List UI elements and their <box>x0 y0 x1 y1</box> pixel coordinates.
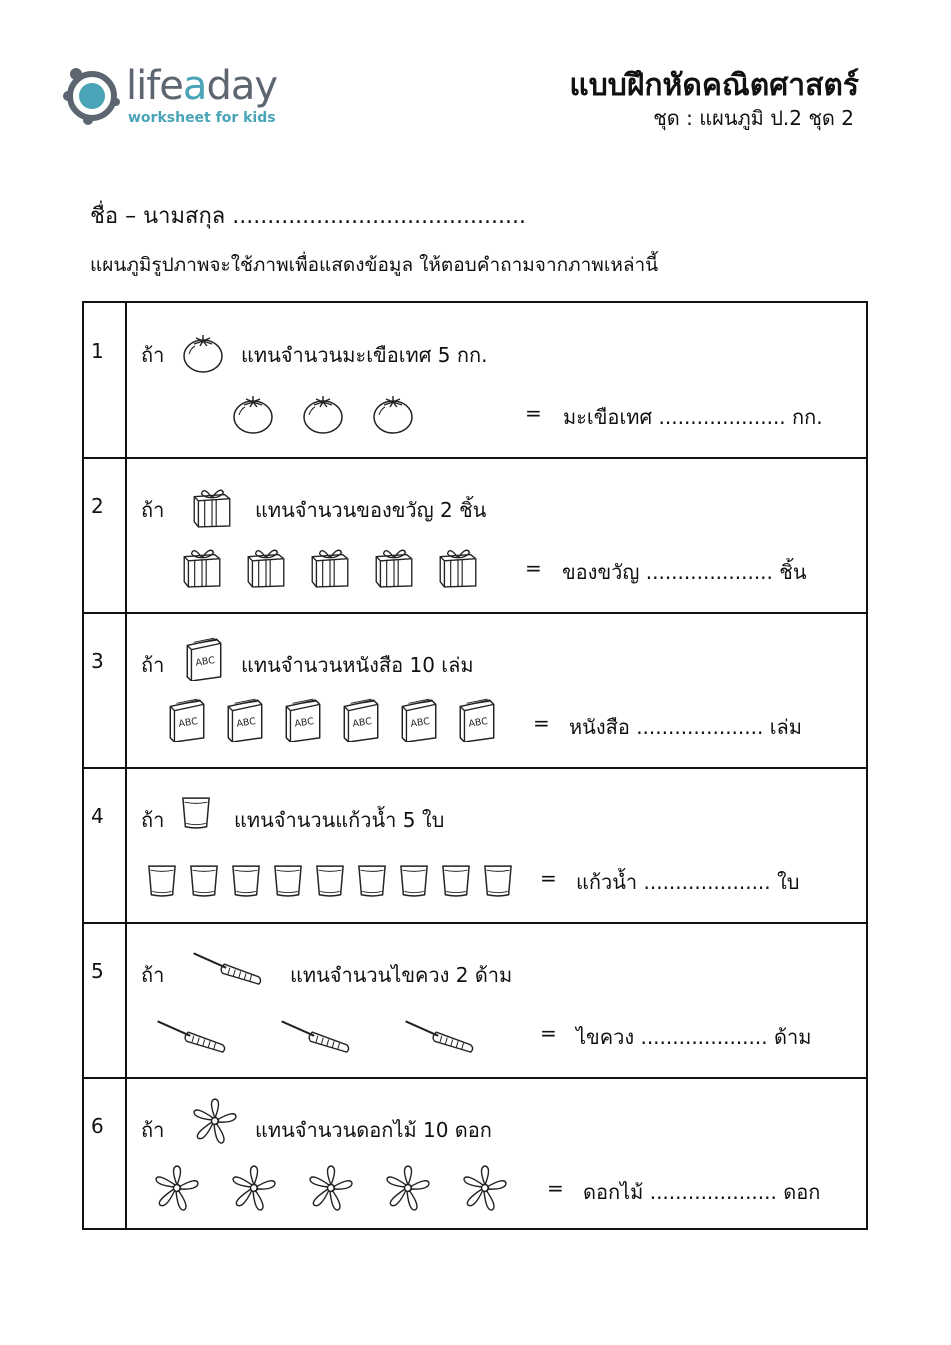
svg-text:ABC: ABC <box>235 716 257 730</box>
question-number: 1 <box>91 339 104 363</box>
student-name-line: ชื่อ – นามสกุล .......................................... <box>90 204 526 229</box>
row-divider <box>84 1077 866 1079</box>
answer-line: ของขวัญ .................... ชิ้น <box>562 560 807 584</box>
if-word: ถ้า <box>141 1118 165 1142</box>
tomato-icon <box>371 391 415 439</box>
if-word: ถ้า <box>141 343 165 367</box>
flower-icon <box>306 1163 356 1217</box>
glass-icon <box>228 862 264 902</box>
screwdriver-icon <box>154 1014 230 1058</box>
book-icon <box>396 696 442 746</box>
equals-sign: = <box>525 556 542 580</box>
instruction-text: แผนภูมิรูปภาพจะใช้ภาพเพื่อแสดงข้อมูล ให้ตอบคำถามจากภาพเหล่านี้ <box>90 254 659 276</box>
logo-mark-icon <box>58 62 122 126</box>
if-word: ถ้า <box>141 808 165 832</box>
book-icon <box>454 696 500 746</box>
logo-tagline: worksheet for kids <box>128 110 276 126</box>
key-description: แทนจำนวนแก้วน้ำ 5 ใบ <box>234 808 445 832</box>
key-description: แทนจำนวนไขควง 2 ด้าม <box>290 963 513 987</box>
glass-icon <box>178 794 214 834</box>
answer-line: หนังสือ .................... เล่ม <box>569 715 802 739</box>
book-icon <box>222 696 268 746</box>
worksheet-title: แบบฝึกหัดคณิตศาสตร์ <box>569 68 859 103</box>
book-icon <box>280 696 326 746</box>
row-divider <box>84 612 866 614</box>
equals-sign: = <box>525 401 542 425</box>
svg-text:ABC: ABC <box>409 716 431 730</box>
if-word: ถ้า <box>141 963 165 987</box>
flower-icon <box>190 1096 240 1150</box>
svg-text:ABC: ABC <box>293 716 315 730</box>
book-icon <box>164 696 210 746</box>
book-icon <box>338 696 384 746</box>
question-row <box>84 613 866 768</box>
logo-brand-text: lifeaday <box>126 63 278 109</box>
answer-line: แก้วน้ำ .................... ใบ <box>576 870 800 894</box>
tomato-icon <box>301 391 345 439</box>
svg-text:ABC: ABC <box>467 716 489 730</box>
equals-sign: = <box>540 866 557 890</box>
flower-icon <box>460 1163 510 1217</box>
worksheet-subtitle: ชุด : แผนภูมิ ป.2 ชุด 2 <box>653 106 854 130</box>
screwdriver-icon <box>190 946 266 990</box>
equals-sign: = <box>533 711 550 735</box>
equals-sign: = <box>540 1021 557 1045</box>
tomato-icon <box>181 330 225 378</box>
gift-icon <box>307 542 353 592</box>
gift-icon <box>435 542 481 592</box>
glass-icon <box>312 862 348 902</box>
question-number: 2 <box>91 494 104 518</box>
if-word: ถ้า <box>141 653 165 677</box>
row-divider <box>84 922 866 924</box>
svg-text:ABC: ABC <box>351 716 373 730</box>
question-number: 6 <box>91 1114 104 1138</box>
question-row <box>84 923 866 1078</box>
gift-icon <box>179 542 225 592</box>
gift-icon <box>371 542 417 592</box>
glass-icon <box>186 862 222 902</box>
svg-text:ABC: ABC <box>194 655 216 669</box>
screwdriver-icon <box>402 1014 478 1058</box>
gift-icon <box>189 482 235 532</box>
glass-icon <box>480 862 516 902</box>
tomato-icon <box>231 391 275 439</box>
question-number: 3 <box>91 649 104 673</box>
pictograph-table <box>82 301 868 1230</box>
flower-icon <box>383 1163 433 1217</box>
question-row <box>84 768 866 923</box>
answer-line: มะเขือเทศ .................... กก. <box>563 405 823 429</box>
answer-line: ไขควง .................... ด้าม <box>576 1025 812 1049</box>
glass-icon <box>396 862 432 902</box>
svg-text:ABC: ABC <box>177 716 199 730</box>
flower-icon <box>229 1163 279 1217</box>
if-word: ถ้า <box>141 498 165 522</box>
key-description: แทนจำนวนของขวัญ 2 ชิ้น <box>255 498 487 522</box>
key-description: แทนจำนวนดอกไม้ 10 ดอก <box>255 1118 492 1142</box>
glass-icon <box>438 862 474 902</box>
answer-line: ดอกไม้ .................... ดอก <box>583 1180 821 1204</box>
equals-sign: = <box>547 1176 564 1200</box>
glass-icon <box>270 862 306 902</box>
lifeaday-logo <box>58 60 298 130</box>
question-row <box>84 1078 866 1233</box>
gift-icon <box>243 542 289 592</box>
flower-icon <box>152 1163 202 1217</box>
glass-icon <box>354 862 390 902</box>
screwdriver-icon <box>278 1014 354 1058</box>
row-divider <box>84 457 866 459</box>
question-row <box>84 458 866 613</box>
question-number: 5 <box>91 959 104 983</box>
row-divider <box>84 767 866 769</box>
key-description: แทนจำนวนมะเขือเทศ 5 กก. <box>241 343 488 367</box>
book-icon <box>181 635 227 685</box>
question-number: 4 <box>91 804 104 828</box>
glass-icon <box>144 862 180 902</box>
question-row <box>84 303 866 458</box>
key-description: แทนจำนวนหนังสือ 10 เล่ม <box>241 653 474 677</box>
